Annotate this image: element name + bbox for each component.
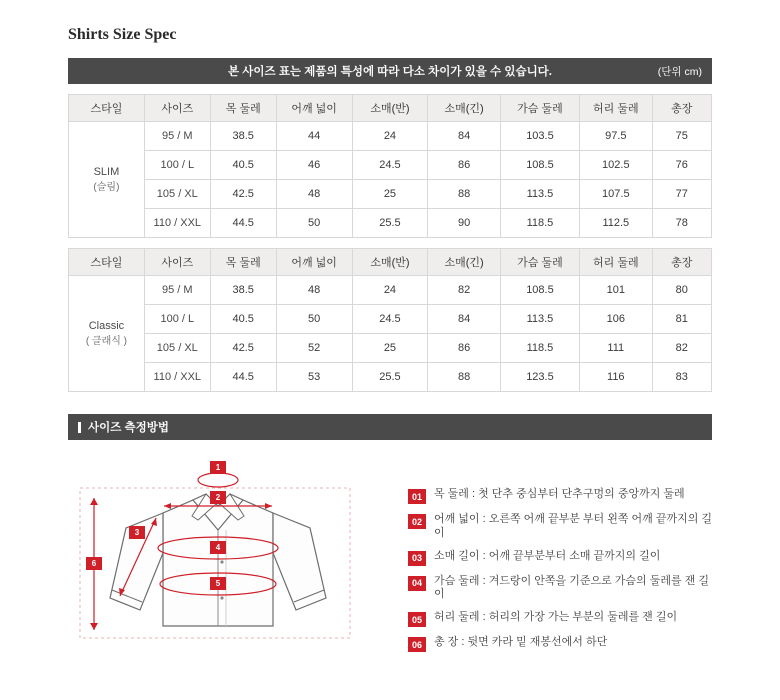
notice-bar [68,58,712,84]
cell-neck: 44.5 [210,363,276,392]
cell-waist: 107.5 [580,180,653,209]
table-row [69,151,712,180]
col-chest: 가슴 둘레 [500,95,579,122]
cell-sleeve-long: 88 [428,180,501,209]
cell-chest: 113.5 [500,305,579,334]
legend-text: 소매 길이 : 어깨 끝부분부터 소매 끝까지의 길이 [434,549,661,562]
size-table-slim [68,94,712,238]
cell-length: 81 [652,305,711,334]
legend-number: 06 [408,637,426,652]
page-title: Shirts Size Spec [68,26,177,43]
cell-length: 82 [652,334,711,363]
cell-length: 80 [652,276,711,305]
cell-size: 100 / L [144,151,210,180]
shirt-diagram [68,458,398,648]
cell-sleeve-long: 84 [428,122,501,151]
diagram-badge-5: 5 [210,577,226,590]
col-sleeve-short: 소매(반) [352,249,428,276]
cell-chest: 118.5 [500,209,579,238]
cell-sleeve-short: 24 [352,276,428,305]
table-header-row [69,249,712,276]
cell-waist: 101 [580,276,653,305]
cell-neck: 44.5 [210,209,276,238]
cell-length: 83 [652,363,711,392]
cell-waist: 106 [580,305,653,334]
cell-size: 105 / XL [144,180,210,209]
legend-item-05 [408,611,712,627]
cell-sleeve-short: 25.5 [352,363,428,392]
diagram-badge-2: 2 [210,491,226,504]
col-chest: 가슴 둘레 [500,249,579,276]
cell-sleeve-short: 25 [352,180,428,209]
col-neck: 목 둘레 [210,95,276,122]
col-length: 총장 [652,95,711,122]
cell-sleeve-long: 90 [428,209,501,238]
cell-size: 100 / L [144,305,210,334]
col-sleeve-long: 소매(긴) [428,249,501,276]
table-header-row [69,95,712,122]
table-row [69,334,712,363]
legend-text: 총 장 : 뒷면 카라 밑 재봉선에서 하단 [434,636,608,648]
col-waist: 허리 둘레 [580,95,653,122]
cell-neck: 42.5 [210,180,276,209]
cell-sleeve-long: 88 [428,363,501,392]
cell-size: 95 / M [144,276,210,305]
cell-sleeve-long: 84 [428,305,501,334]
col-shoulder: 어깨 넓이 [276,95,352,122]
cell-waist: 112.5 [580,209,653,238]
cell-neck: 38.5 [210,122,276,151]
cell-sleeve-long: 86 [428,151,501,180]
cell-sleeve-short: 24.5 [352,305,428,334]
cell-shoulder: 44 [276,122,352,151]
cell-size: 110 / XXL [144,363,210,392]
measurement-legend [398,458,712,661]
legend-number: 01 [408,489,426,504]
cell-neck: 38.5 [210,276,276,305]
legend-text: 허리 둘레 : 허리의 가장 가는 부분의 둘레를 잰 길이 [434,611,678,623]
cell-length: 77 [652,180,711,209]
legend-text: 어깨 넓이 : 오른쪽 어깨 끝부분 부터 왼쪽 어깨 끝까지의 길이 [434,513,713,539]
col-size: 사이즈 [144,249,210,276]
cell-shoulder: 48 [276,180,352,209]
legend-item-06 [408,636,712,652]
style-cell-classic [69,276,145,392]
unit-label: (단위 cm) [657,65,702,78]
notice-text: 본 사이즈 표는 제품의 특성에 따라 다소 차이가 있을 수 있습니다. [228,66,552,78]
diagram-badge-4: 4 [210,541,226,554]
cell-shoulder: 50 [276,305,352,334]
cell-shoulder: 53 [276,363,352,392]
cell-length: 75 [652,122,711,151]
cell-length: 76 [652,151,711,180]
cell-waist: 102.5 [580,151,653,180]
table-row [69,276,712,305]
shirt-illustration-svg [68,458,398,648]
heading-tick-icon [78,422,81,433]
diagram-badge-3: 3 [129,526,145,539]
cell-sleeve-short: 24 [352,122,428,151]
col-waist: 허리 둘레 [580,249,653,276]
table-row [69,180,712,209]
legend-item-03 [408,550,712,566]
table-row [69,209,712,238]
cell-chest: 103.5 [500,122,579,151]
legend-text: 가슴 둘레 : 겨드랑이 안쪽을 기준으로 가슴의 둘레를 잰 길이 [434,574,709,601]
measurement-section-heading [68,414,712,440]
style-cell-slim [69,122,145,238]
table-row [69,305,712,334]
diagram-badge-1: 1 [210,461,226,474]
col-length: 총장 [652,249,711,276]
legend-number: 02 [408,514,426,529]
cell-shoulder: 48 [276,276,352,305]
col-style: 스타일 [69,249,145,276]
cell-shoulder: 52 [276,334,352,363]
cell-sleeve-short: 25 [352,334,428,363]
diagram-badge-6: 6 [86,557,102,570]
col-style: 스타일 [69,95,145,122]
style-sub: (슬림) [93,182,120,194]
cell-chest: 108.5 [500,276,579,305]
col-neck: 목 둘레 [210,249,276,276]
cell-neck: 40.5 [210,151,276,180]
table-row [69,122,712,151]
col-size: 사이즈 [144,95,210,122]
style-sub: ( 클래식 ) [85,336,128,348]
cell-waist: 116 [580,363,653,392]
cell-sleeve-short: 25.5 [352,209,428,238]
cell-waist: 111 [580,334,653,363]
legend-item-04 [408,575,712,603]
style-name: Classic [88,319,125,332]
table-row [69,363,712,392]
cell-size: 95 / M [144,122,210,151]
size-table-classic [68,248,712,392]
legend-item-01 [408,488,712,504]
legend-number: 04 [408,576,426,591]
legend-item-02 [408,513,712,541]
cell-neck: 40.5 [210,305,276,334]
legend-number: 05 [408,612,426,627]
cell-length: 78 [652,209,711,238]
cell-size: 110 / XXL [144,209,210,238]
style-name: SLIM [93,165,120,178]
col-sleeve-short: 소매(반) [352,95,428,122]
measurement-guide [68,458,712,661]
cell-shoulder: 46 [276,151,352,180]
legend-number: 03 [408,551,426,566]
cell-chest: 123.5 [500,363,579,392]
col-sleeve-long: 소매(긴) [428,95,501,122]
section-heading-text: 사이즈 측정방법 [88,422,169,434]
cell-waist: 97.5 [580,122,653,151]
col-shoulder: 어깨 넓이 [276,249,352,276]
cell-size: 105 / XL [144,334,210,363]
cell-sleeve-short: 24.5 [352,151,428,180]
cell-shoulder: 50 [276,209,352,238]
cell-sleeve-long: 86 [428,334,501,363]
cell-neck: 42.5 [210,334,276,363]
cell-chest: 108.5 [500,151,579,180]
cell-chest: 118.5 [500,334,579,363]
cell-chest: 113.5 [500,180,579,209]
legend-text: 목 둘레 : 첫 단추 중심부터 단추구멍의 중앙까지 둘레 [434,488,685,500]
cell-sleeve-long: 82 [428,276,501,305]
